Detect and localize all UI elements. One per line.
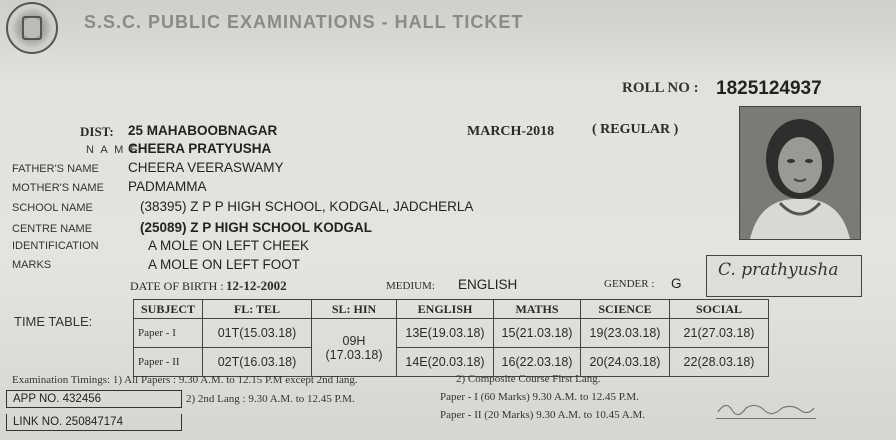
table-header-row: [134, 300, 769, 319]
paper-1-science: 19(23.03.18): [581, 319, 670, 348]
authority-signature: [716, 398, 816, 419]
column-header-science: SCIENCE: [581, 300, 670, 319]
column-header-second-lang: SL: HIN: [312, 300, 397, 319]
government-seal-icon: [6, 2, 58, 54]
column-header-maths: MATHS: [494, 300, 581, 319]
candidate-name: CHEERA PRATYUSHA: [128, 141, 272, 156]
table-row: [134, 319, 769, 348]
paper-2-english: 14E(20.03.18): [397, 348, 494, 377]
paper-2-first-lang: 02T(16.03.18): [203, 348, 312, 377]
district-value: 25 MAHABOOBNAGAR: [128, 123, 278, 138]
identification-label-marks: MARKS: [12, 259, 52, 271]
paper-2-science: 20(24.03.18): [581, 348, 670, 377]
column-header-english: ENGLISH: [397, 300, 494, 319]
exam-timings: Examination Timings: 1) All Papers : 9.30 A.M. to 12.15 P.M except 2nd lang.: [12, 374, 358, 386]
paper-1-first-lang: 01T(15.03.18): [203, 319, 312, 348]
time-table: [133, 299, 769, 377]
identification-mark-2: A MOLE ON LEFT FOOT: [148, 257, 301, 272]
medium-value: ENGLISH: [458, 277, 518, 292]
app-number: APP NO. 432456: [6, 390, 182, 408]
mother-name-label: MOTHER'S NAME: [12, 182, 104, 194]
table-row: [134, 348, 769, 377]
paper-1-maths: 15(21.03.18): [494, 319, 581, 348]
paper-2-social: 22(28.03.18): [670, 348, 769, 377]
paper-2-maths: 16(22.03.18): [494, 348, 581, 377]
mother-name: PADMAMMA: [128, 179, 207, 194]
medium-label: MEDIUM:: [386, 280, 435, 292]
exam-month: MARCH-2018: [467, 124, 555, 139]
name-label: N A M E: [86, 144, 140, 156]
centre-name: (25089) Z P HIGH SCHOOL KODGAL: [140, 220, 373, 235]
column-header-social: SOCIAL: [670, 300, 769, 319]
paper-2-label: Paper - II: [134, 348, 203, 377]
paper-1-english: 13E(19.03.18): [397, 319, 494, 348]
father-name: CHEERA VEERASWAMY: [128, 160, 284, 175]
second-lang-timing: 2) 2nd Lang : 9.30 A.M. to 12.45 P.M.: [186, 393, 355, 405]
identification-label: IDENTIFICATION: [12, 240, 99, 252]
identification-mark-1: A MOLE ON LEFT CHEEK: [148, 238, 310, 253]
column-header-first-lang: FL: TEL: [203, 300, 312, 319]
paper-1-social: 21(27.03.18): [670, 319, 769, 348]
paper-1-timing: Paper - I (60 Marks) 9.30 A.M. to 12.45 P.M.: [440, 391, 639, 403]
roll-number: 1825124937: [716, 78, 822, 99]
school-name-label: SCHOOL NAME: [12, 202, 93, 214]
candidate-photo: [739, 106, 861, 240]
second-lang-date: 09H (17.03.18): [312, 319, 397, 377]
exam-type: ( REGULAR ): [592, 122, 679, 137]
gender-value: G: [671, 276, 682, 291]
district-label: DIST:: [80, 124, 114, 139]
school-name: (38395) Z P P HIGH SCHOOL, KODGAL, JADCHERLA: [140, 199, 474, 214]
candidate-signature: C. prathyusha: [718, 260, 839, 280]
paper-2-timing: Paper - II (20 Marks) 9.30 A.M. to 10.45 A.M.: [440, 409, 646, 421]
father-name-label: FATHER'S NAME: [12, 163, 99, 175]
paper-1-label: Paper - I: [134, 319, 203, 348]
centre-name-label: CENTRE NAME: [12, 223, 93, 235]
time-table-label: TIME TABLE:: [14, 314, 93, 329]
document-title: S.S.C. PUBLIC EXAMINATIONS - HALL TICKET: [84, 12, 524, 32]
column-header-subject: SUBJECT: [134, 300, 203, 319]
composite-course-note: 2) Composite Course First Lang.: [456, 373, 601, 385]
dob-label: DATE OF BIRTH :: [130, 279, 224, 293]
roll-number-label: ROLL NO :: [622, 80, 699, 96]
date-of-birth: 12-12-2002: [226, 278, 287, 293]
gender-label: GENDER :: [604, 278, 655, 290]
link-number: LINK NO. 250847174: [6, 414, 182, 431]
